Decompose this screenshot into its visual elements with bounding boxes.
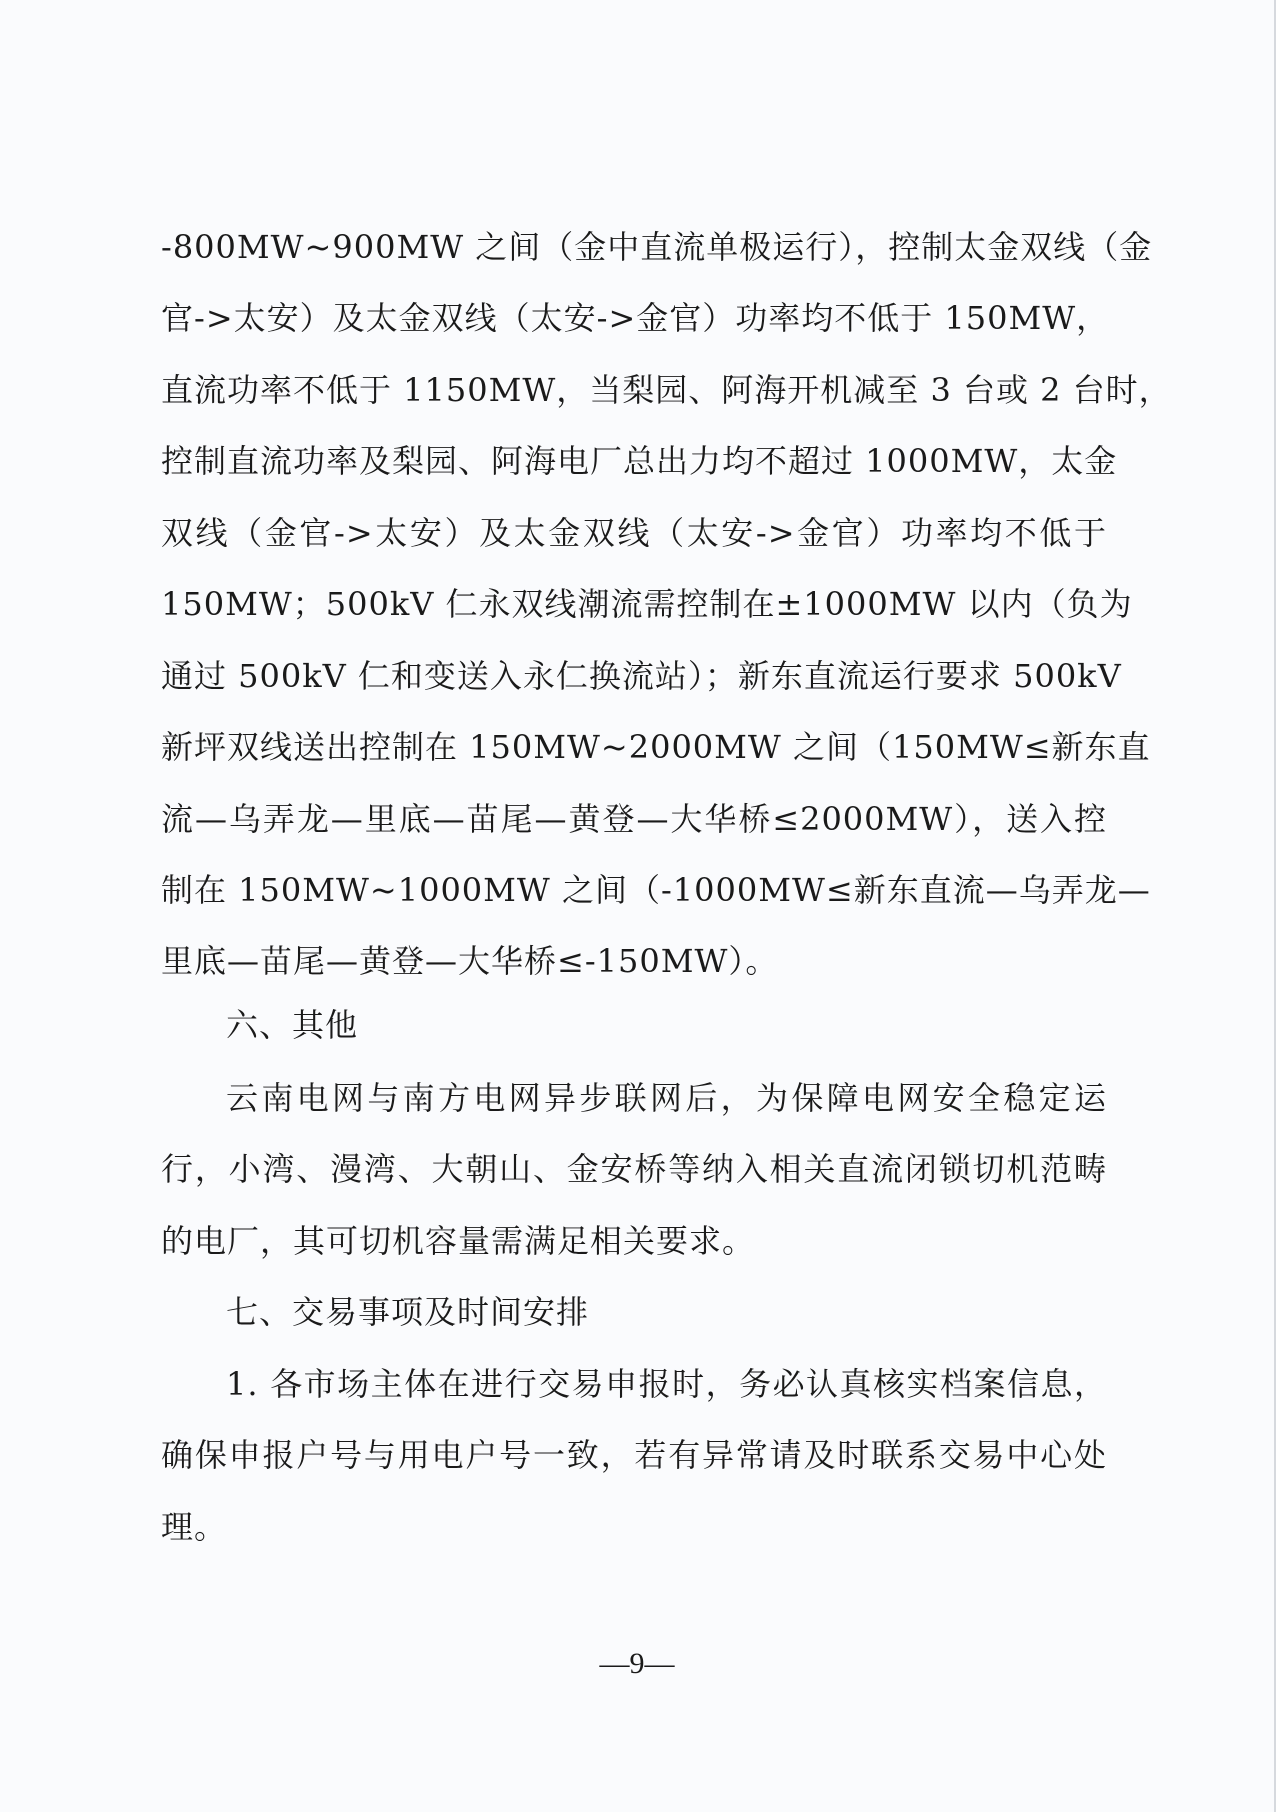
page-number: —9— [599, 1647, 675, 1680]
body-text-line: 确保申报户号与用电户号一致，若有异常请及时联系交易中心处 [161, 1436, 1107, 1474]
body-text-line: -800MW~900MW 之间（金中直流单极运行），控制太金双线（金 [161, 228, 1153, 266]
body-text-line: 官->太安）及太金双线（太安->金官）功率均不低于 150MW， [161, 299, 1110, 337]
body-text-line: 控制直流功率及梨园、阿海电厂总出力均不超过 1000MW，太金 [161, 442, 1118, 480]
body-text-line: 新坪双线送出控制在 150MW~2000MW 之间（150MW≤新东直 [161, 728, 1151, 766]
body-text-line: 1. 各市场主体在进行交易申报时，务必认真核实档案信息， [226, 1365, 1107, 1403]
body-text-line: 行，小湾、漫湾、大朝山、金安桥等纳入相关直流闭锁切机范畴 [161, 1150, 1107, 1188]
body-text-line: 通过 500kV 仁和变送入永仁换流站）；新东直流运行要求 500kV [161, 657, 1122, 695]
section-heading-other: 六、其他 [226, 1006, 359, 1044]
body-text-line: 里底—苗尾—黄登—大华桥≤-150MW）。 [161, 942, 779, 980]
body-text-line: 150MW；500kV 仁永双线潮流需控制在±1000MW 以内（负为 [161, 585, 1133, 623]
page-edge [1276, 0, 1280, 1812]
body-text-line: 流—乌弄龙—里底—苗尾—黄登—大华桥≤2000MW），送入控 [161, 800, 1107, 838]
body-text-line: 双线（金官->太安）及太金双线（太安->金官）功率均不低于 [161, 514, 1107, 552]
body-text-line: 的电厂，其可切机容量需满足相关要求。 [161, 1222, 756, 1260]
body-text-line: 理。 [161, 1508, 228, 1546]
section-heading-trading-schedule: 七、交易事项及时间安排 [226, 1293, 590, 1331]
body-text-line: 直流功率不低于 1150MW，当梨园、阿海开机减至 3 台或 2 台时， [161, 371, 1172, 409]
body-text-line: 制在 150MW~1000MW 之间（-1000MW≤新东直流—乌弄龙— [161, 871, 1151, 909]
body-text-line: 云南电网与南方电网异步联网后，为保障电网安全稳定运 [226, 1079, 1107, 1117]
